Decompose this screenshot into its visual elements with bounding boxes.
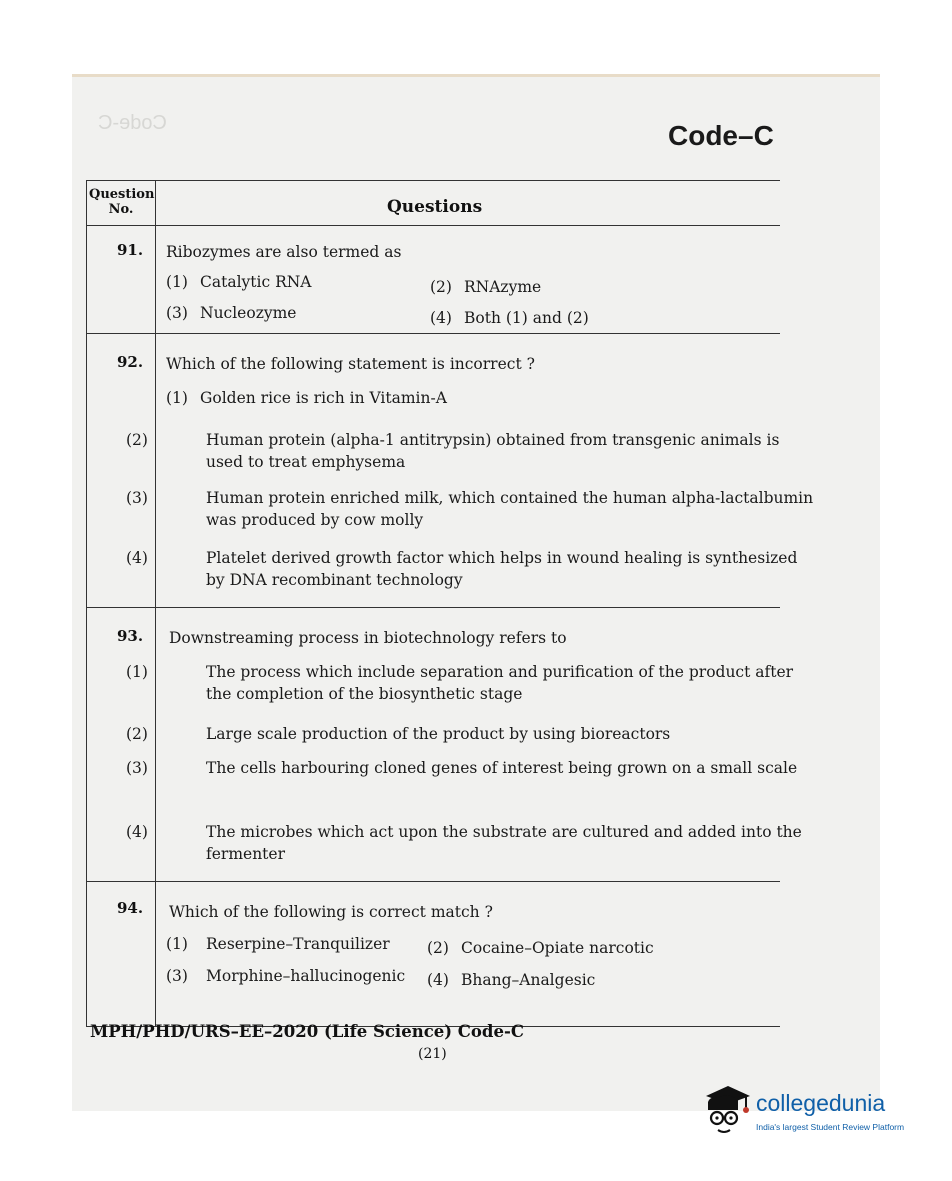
option: (2) Large scale production of the product by using bioreactors	[126, 725, 671, 743]
option: (3) The cells harbouring cloned genes of interest being grown on a small scale	[126, 759, 798, 777]
exam-footer: MPH/PHD/URS–EE–2020 (Life Science) Code-C	[90, 1022, 524, 1041]
option: (4) The microbes which act upon the substrate are cultured and added into the fermenter	[126, 823, 802, 863]
paper-code: Code–C	[668, 120, 774, 151]
brand-name: collegedunia	[756, 1090, 886, 1116]
page-number: (21)	[418, 1046, 447, 1062]
questions-header: Questions	[387, 197, 483, 217]
question-number: 93.	[117, 627, 144, 645]
question-stem: Which of the following is correct match ?	[169, 903, 493, 921]
option: (1) Catalytic RNA	[166, 273, 312, 291]
bleed-through-text: Code-C	[98, 112, 167, 134]
option: (2) Human protein (alpha-1 antitrypsin) obtained from transgenic animals is used to treat emphysema	[126, 431, 780, 471]
option: (3) Human protein enriched milk, which contained the human alpha-lactalbumin was produced by cow molly	[126, 489, 814, 529]
option: (4) Both (1) and (2)	[430, 309, 589, 327]
brand-logo[interactable]	[698, 1078, 928, 1148]
questions-table	[86, 180, 814, 1027]
question-stem: Which of the following statement is incorrect ?	[166, 355, 535, 373]
option: (3) Nucleozyme	[166, 304, 297, 322]
question-number: 94.	[117, 899, 144, 917]
option: (2) Cocaine–Opiate narcotic	[427, 939, 654, 957]
mascot-icon	[698, 1078, 754, 1138]
option: (1) The process which include separation and purification of the product after the completion of the biosynthetic stage	[126, 663, 794, 703]
option: (1) Reserpine–Tranquilizer	[166, 935, 390, 953]
question-no-header: Question No.	[89, 187, 155, 217]
question-stem: Ribozymes are also termed as	[166, 243, 402, 261]
option: (4) Bhang–Analgesic	[427, 971, 596, 989]
question-stem: Downstreaming process in biotechnology refers to	[169, 629, 567, 647]
question-number: 92.	[117, 353, 144, 371]
option: (3) Morphine–hallucinogenic	[166, 967, 406, 985]
brand-tagline: India's largest Student Review Platform	[756, 1122, 905, 1132]
option: (2) RNAzyme	[430, 278, 542, 296]
option: (4) Platelet derived growth factor which helps in wound healing is synthesized by DNA recombinant technology	[126, 549, 798, 589]
question-number: 91.	[117, 241, 144, 259]
option: (1) Golden rice is rich in Vitamin-A	[166, 389, 447, 407]
